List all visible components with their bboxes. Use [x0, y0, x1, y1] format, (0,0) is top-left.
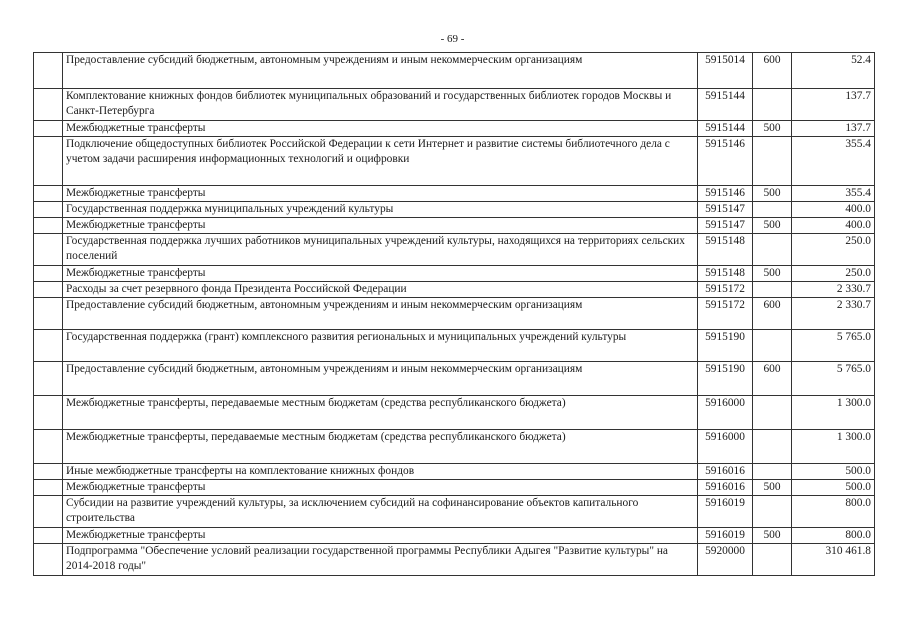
- amount-cell: 52.4: [792, 53, 875, 89]
- row-margin-cell: [34, 186, 63, 202]
- budget-table-body: [34, 53, 875, 576]
- row-margin-cell: [34, 53, 63, 89]
- expense-type-cell: 600: [753, 362, 792, 396]
- expense-name-cell: Межбюджетные трансферты: [63, 218, 698, 234]
- table-row: [34, 89, 875, 121]
- row-margin-cell: [34, 496, 63, 528]
- row-margin-cell: [34, 121, 63, 137]
- target-code-cell: 5915146: [698, 186, 753, 202]
- table-row: [34, 480, 875, 496]
- expense-name-cell: Комплектование книжных фондов библиотек муниципальных образований и государственных библиотек городов Москвы и Санкт-Петербурга: [63, 89, 698, 121]
- table-row: [34, 430, 875, 464]
- table-row: [34, 186, 875, 202]
- table-row: [34, 234, 875, 266]
- target-code-cell: 5915144: [698, 89, 753, 121]
- target-code-cell: 5915148: [698, 266, 753, 282]
- row-margin-cell: [34, 298, 63, 330]
- expense-type-cell: [753, 137, 792, 186]
- target-code-cell: 5915172: [698, 298, 753, 330]
- amount-cell: 800.0: [792, 528, 875, 544]
- expense-type-cell: 500: [753, 528, 792, 544]
- target-code-cell: 5916000: [698, 396, 753, 430]
- amount-cell: 800.0: [792, 496, 875, 528]
- target-code-cell: 5915190: [698, 362, 753, 396]
- target-code-cell: 5915146: [698, 137, 753, 186]
- expense-type-cell: [753, 234, 792, 266]
- amount-cell: 137.7: [792, 89, 875, 121]
- table-row: [34, 464, 875, 480]
- table-row: [34, 362, 875, 396]
- target-code-cell: 5916016: [698, 480, 753, 496]
- row-margin-cell: [34, 89, 63, 121]
- table-row: [34, 266, 875, 282]
- amount-cell: 355.4: [792, 137, 875, 186]
- expense-name-cell: Субсидии на развитие учреждений культуры, за исключением субсидий на софинансирование объектов капитального строительства: [63, 496, 698, 528]
- amount-cell: 500.0: [792, 480, 875, 496]
- expense-type-cell: [753, 89, 792, 121]
- amount-cell: 2 330.7: [792, 282, 875, 298]
- expense-name-cell: Межбюджетные трансферты: [63, 266, 698, 282]
- expense-name-cell: Государственная поддержка лучших работников муниципальных учреждений культуры, находящихся на территориях сельских поселений: [63, 234, 698, 266]
- table-row: [34, 121, 875, 137]
- expense-type-cell: 600: [753, 298, 792, 330]
- expense-name-cell: Подпрограмма "Обеспечение условий реализации государственной программы Республики Адыгея "Развитие культуры" на 2014-2018 годы": [63, 544, 698, 576]
- budget-table: [33, 52, 875, 576]
- row-margin-cell: [34, 544, 63, 576]
- expense-type-cell: [753, 544, 792, 576]
- target-code-cell: 5916000: [698, 430, 753, 464]
- expense-name-cell: Государственная поддержка (грант) комплексного развития региональных и муниципальных учреждений культуры: [63, 330, 698, 362]
- target-code-cell: 5915190: [698, 330, 753, 362]
- amount-cell: 5 765.0: [792, 330, 875, 362]
- table-row: [34, 53, 875, 89]
- amount-cell: 2 330.7: [792, 298, 875, 330]
- table-row: [34, 282, 875, 298]
- amount-cell: 250.0: [792, 234, 875, 266]
- expense-type-cell: [753, 282, 792, 298]
- row-margin-cell: [34, 266, 63, 282]
- table-row: [34, 396, 875, 430]
- row-margin-cell: [34, 330, 63, 362]
- page-number: - 69 -: [440, 33, 465, 45]
- expense-name-cell: Межбюджетные трансферты: [63, 186, 698, 202]
- amount-cell: 250.0: [792, 266, 875, 282]
- row-margin-cell: [34, 362, 63, 396]
- table-row: [34, 330, 875, 362]
- expense-type-cell: [753, 202, 792, 218]
- expense-name-cell: Государственная поддержка муниципальных учреждений культуры: [63, 202, 698, 218]
- expense-name-cell: Межбюджетные трансферты, передаваемые местным бюджетам (средства республиканского бюджета): [63, 396, 698, 430]
- expense-name-cell: Предоставление субсидий бюджетным, автономным учреждениям и иным некоммерческим организациям: [63, 362, 698, 396]
- row-margin-cell: [34, 528, 63, 544]
- expense-name-cell: Предоставление субсидий бюджетным, автономным учреждениям и иным некоммерческим организациям: [63, 53, 698, 89]
- expense-type-cell: [753, 430, 792, 464]
- expense-type-cell: [753, 330, 792, 362]
- row-margin-cell: [34, 464, 63, 480]
- row-margin-cell: [34, 396, 63, 430]
- expense-type-cell: [753, 496, 792, 528]
- row-margin-cell: [34, 218, 63, 234]
- table-row: [34, 528, 875, 544]
- expense-name-cell: Межбюджетные трансферты: [63, 121, 698, 137]
- row-margin-cell: [34, 202, 63, 218]
- table-row: [34, 544, 875, 576]
- table-row: [34, 218, 875, 234]
- expense-type-cell: 600: [753, 53, 792, 89]
- expense-type-cell: 500: [753, 186, 792, 202]
- amount-cell: 137.7: [792, 121, 875, 137]
- table-row: [34, 298, 875, 330]
- target-code-cell: 5915144: [698, 121, 753, 137]
- row-margin-cell: [34, 430, 63, 464]
- amount-cell: 355.4: [792, 186, 875, 202]
- row-margin-cell: [34, 480, 63, 496]
- target-code-cell: 5916019: [698, 528, 753, 544]
- amount-cell: 5 765.0: [792, 362, 875, 396]
- target-code-cell: 5915172: [698, 282, 753, 298]
- row-margin-cell: [34, 137, 63, 186]
- table-row: [34, 137, 875, 186]
- target-code-cell: 5916019: [698, 496, 753, 528]
- expense-name-cell: Межбюджетные трансферты: [63, 528, 698, 544]
- expense-type-cell: 500: [753, 480, 792, 496]
- target-code-cell: 5915147: [698, 218, 753, 234]
- target-code-cell: 5916016: [698, 464, 753, 480]
- amount-cell: 1 300.0: [792, 430, 875, 464]
- row-margin-cell: [34, 282, 63, 298]
- expense-type-cell: 500: [753, 121, 792, 137]
- target-code-cell: 5915014: [698, 53, 753, 89]
- target-code-cell: 5920000: [698, 544, 753, 576]
- amount-cell: 400.0: [792, 202, 875, 218]
- amount-cell: 1 300.0: [792, 396, 875, 430]
- amount-cell: 400.0: [792, 218, 875, 234]
- row-margin-cell: [34, 234, 63, 266]
- expense-type-cell: [753, 464, 792, 480]
- expense-name-cell: Межбюджетные трансферты: [63, 480, 698, 496]
- expense-name-cell: Предоставление субсидий бюджетным, автономным учреждениям и иным некоммерческим организациям: [63, 298, 698, 330]
- expense-name-cell: Расходы за счет резервного фонда Президента Российской Федерации: [63, 282, 698, 298]
- amount-cell: 500.0: [792, 464, 875, 480]
- table-row: [34, 496, 875, 528]
- table-row: [34, 202, 875, 218]
- expense-type-cell: 500: [753, 266, 792, 282]
- expense-name-cell: Подключение общедоступных библиотек Российской Федерации к сети Интернет и развитие системы библиотечного дела с учетом задачи расширения информационных технологий и оцифровки: [63, 137, 698, 186]
- expense-name-cell: Межбюджетные трансферты, передаваемые местным бюджетам (средства республиканского бюджета): [63, 430, 698, 464]
- target-code-cell: 5915147: [698, 202, 753, 218]
- target-code-cell: 5915148: [698, 234, 753, 266]
- amount-cell: 310 461.8: [792, 544, 875, 576]
- expense-type-cell: [753, 396, 792, 430]
- expense-name-cell: Иные межбюджетные трансферты на комплектование книжных фондов: [63, 464, 698, 480]
- expense-type-cell: 500: [753, 218, 792, 234]
